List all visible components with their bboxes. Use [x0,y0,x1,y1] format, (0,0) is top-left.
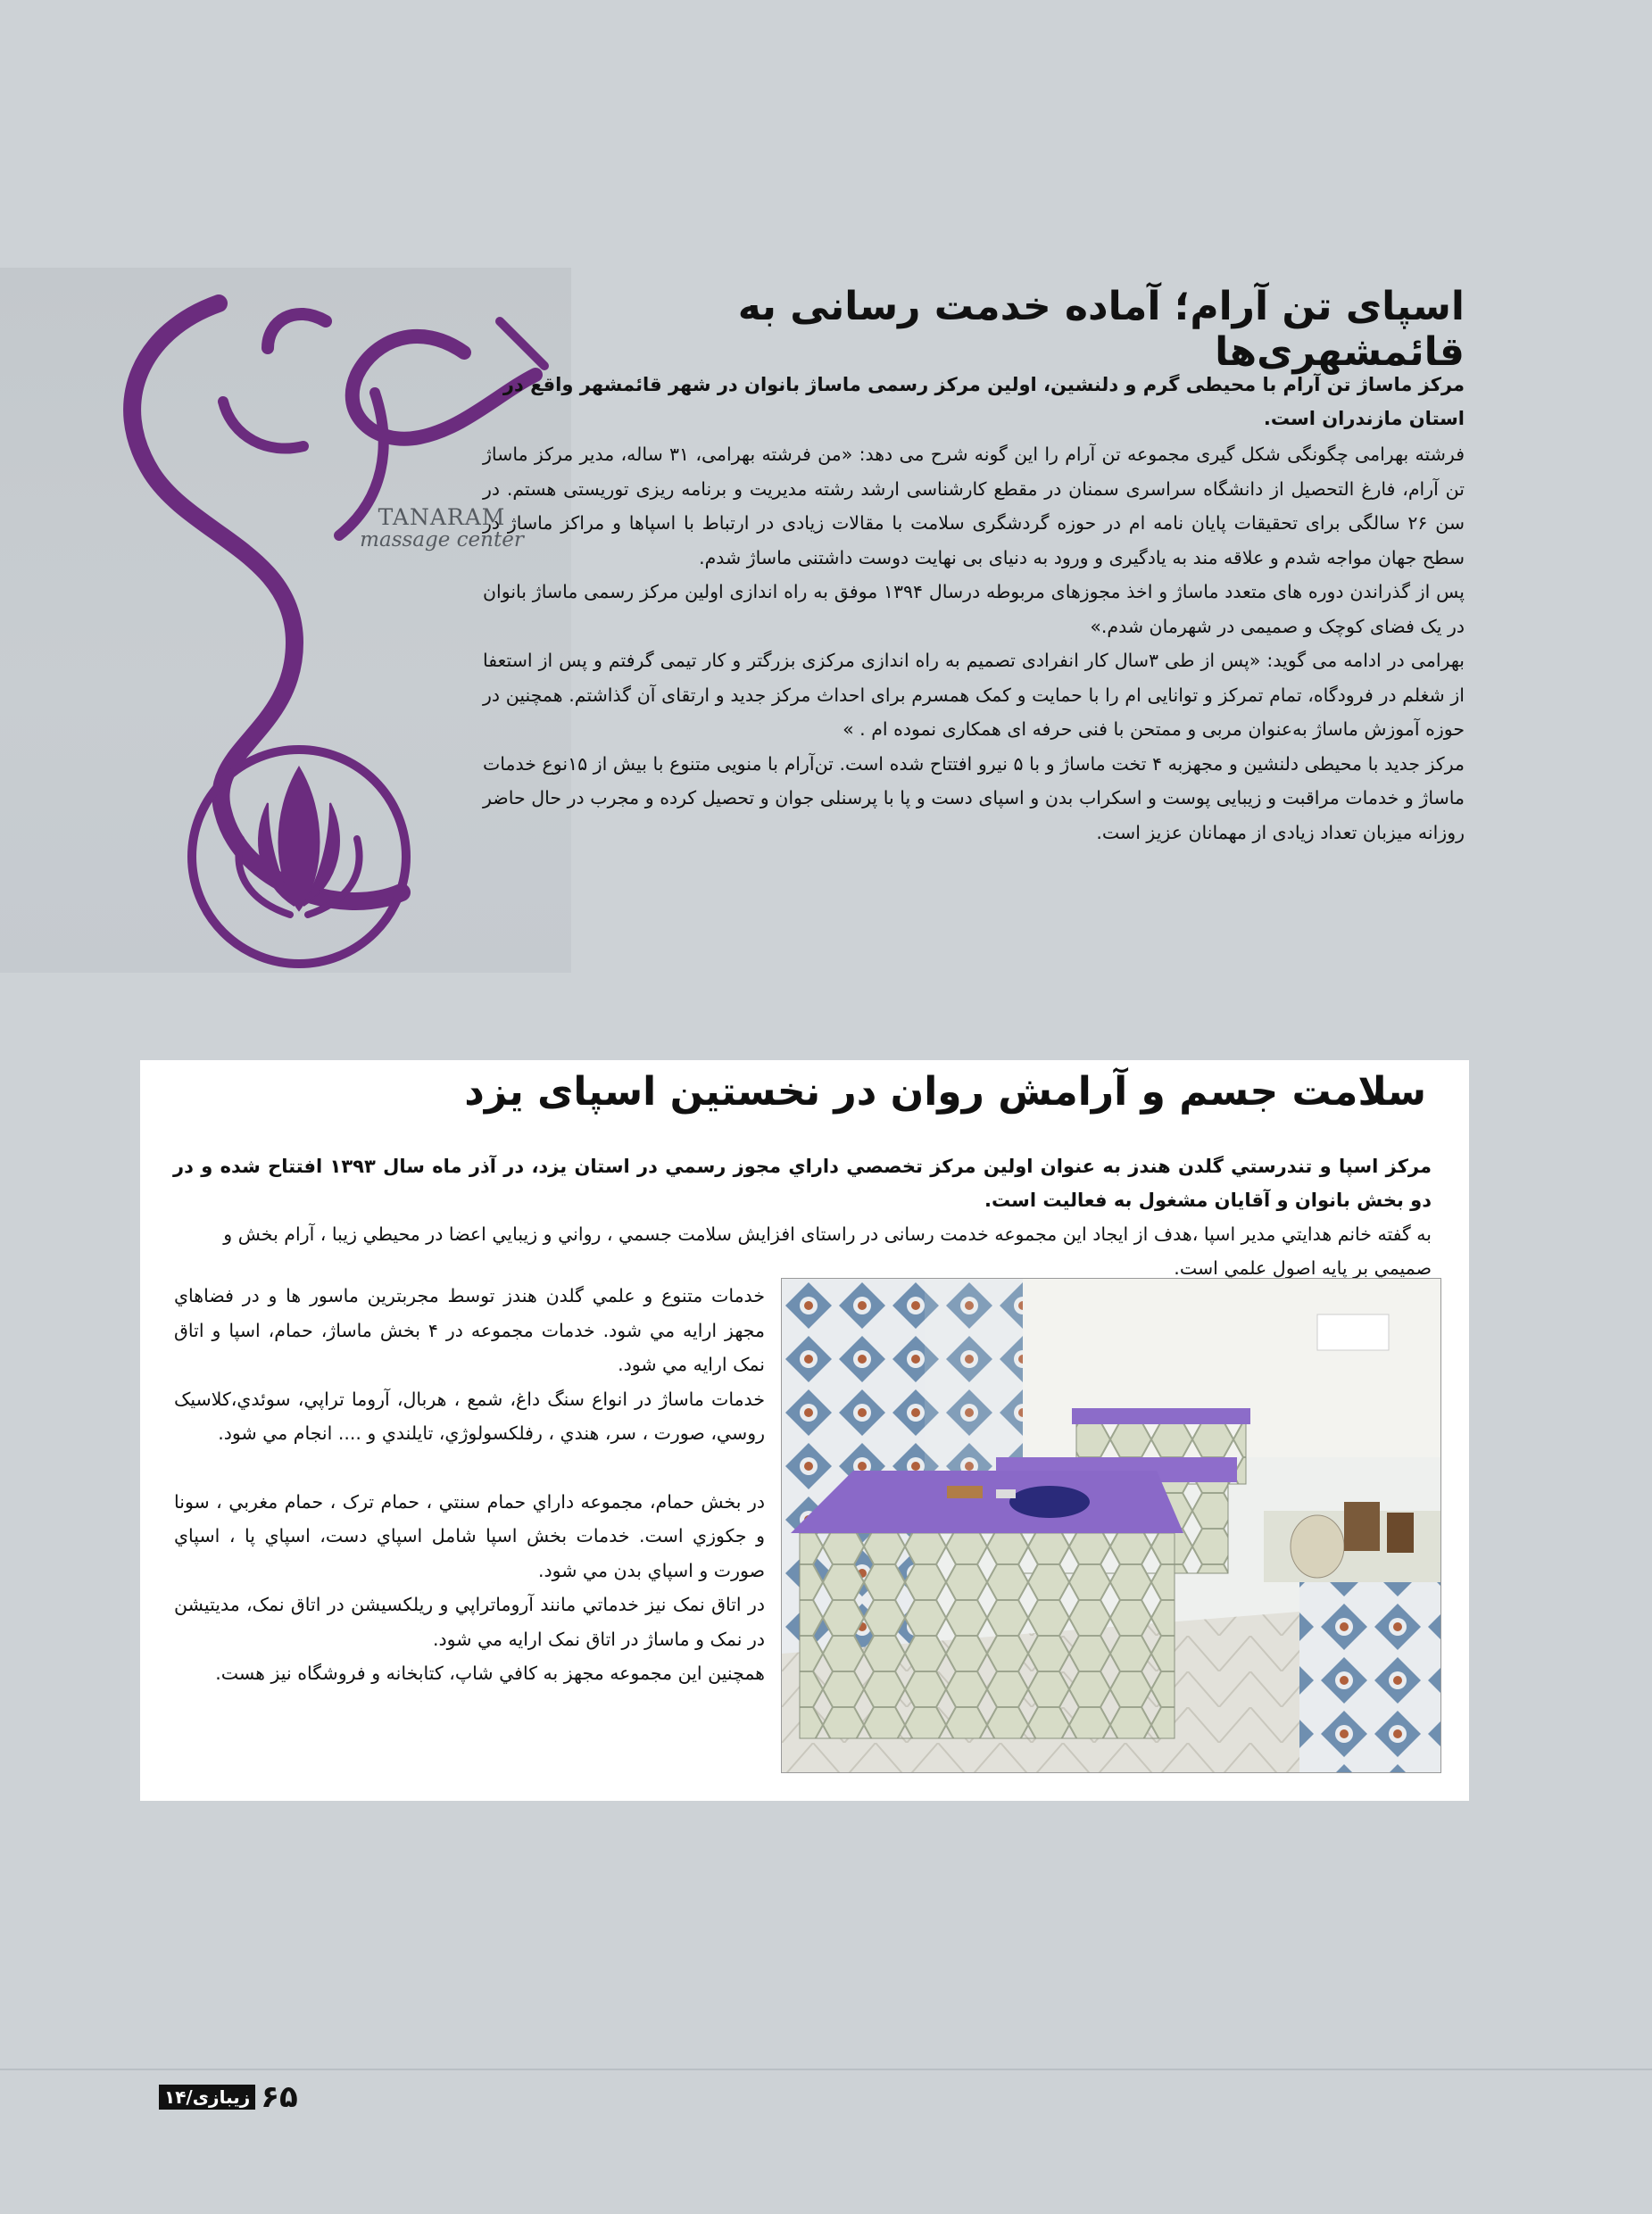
body-paragraph: خدمات متنوع و علمي گلدن هندز توسط مجربترين ماسور ها و در فضاهاي مجهز ارايه مي شود. خدمات مجموعه در ۴ بخش ماساژ، حمام، اسپا و اتاق نمک ارايه مي شود. [174,1285,765,1375]
article-title: اسپای تن آرام؛ آماده خدمت رسانی به قائمشهری‌ها [737,284,1465,375]
spa-room-illustration [782,1279,1441,1773]
body-paragraph: فرشته بهرامی چگونگی شکل گیری مجموعه تن آرام را این گونه شرح می دهد: «من فرشته بهرامی، ۳۱ ساله، مدیر مرکز ماساژ تن آرام، فارغ التحصیل از دانشگاه سراسری سمنان در مقطع کارشناسی ارشد رشته مدیریت و برنامه ریزی توریستی هستم. در سن ۲۶ سالگی برای تحقیقات پایان نامه ام در حوزه گردشگری سلامت با مقالات زیادی در ارتباط با اسپاها و مراکز ماساژ در سطح جهان مواجه شدم و علاقه مند به یادگیری و ورود به دنیای بی نهایت دوست داشتنی ماساژ شدم. [483,444,1465,568]
article-golden-hands [140,1060,1469,1801]
article-intro: به گفته خانم هدايتي مدير اسپا ،هدف از ايجاد اين مجموعه خدمت رسانی در راستای افزايش سلامت جسمي ، رواني و زيبايي اعضا در محيطي زيبا ، آرام بخش و صميمي بر پايه اصول علمي است. [223,1223,1432,1279]
body-paragraph: پس از گذراندن دوره های متعدد ماساژ و اخذ مجوزهای مربوطه درسال ۱۳۹۴ موفق به راه اندازی اولین مرکز رسمی ماساژ بانوان در یک فضای کوچک و صمیمی در شهرمان شدم.» [483,581,1465,637]
article-lead: مرکز ماساژ تن آرام با محیطی گرم و دلنشین، اولین مرکز رسمی ماساژ بانوان در شهر قائمشهر واقع در استان مازندران است. [502,374,1465,429]
page-number: ۶۵ [261,2079,298,2115]
body-paragraph: همچنين اين مجموعه مجهز به کافي شاپ، کتابخانه و فروشگاه نيز هست. [215,1663,765,1684]
body-paragraph: بهرامی در ادامه می گوید: «پس از طی ۳سال کار انفرادی تصمیم به راه اندازی مرکزی بزرگتر و کار تیمی گرفتم و پس از استعفا از شغلم در فرودگاه، تمام تمرکز و توانایی ام را با حمایت و کمک همسرم برای احداث مرکز جدید و ارتقای آن گذاشتم. همچنین در حوزه آموزش ماساژ به‌عنوان مربی و ممتحن با فنی حرفه ای همکاری نموده ام . » [483,650,1465,740]
article-column [174,1279,765,1691]
paragraph-gap [174,1451,765,1485]
page-folio [159,2079,298,2115]
article-lead: مرکز اسپا و تندرستي گلدن هندز به عنوان اولين مرکز تخصصي داراي مجوز رسمي در استان يزد، در آذر ماه سال ۱۳۹۳ افتتاح شده و در دو بخش بانوان و آقايان مشغول به فعاليت است. [173,1156,1432,1211]
body-paragraph: خدمات ماساژ در انواع سنگ داغ، شمع ، هربال، آروما تراپي، سوئدي،کلاسيک روسي، صورت ، سر، هندي ، رفلکسولوژي، تايلندي و .... انجام مي شود. [174,1388,765,1444]
article-title: سلامت جسم و آرامش روان در نخستین اسپای یزد [464,1069,1426,1115]
article-tanaram [0,268,1652,973]
body-paragraph: مرکز جدید با محیطی دلنشین و مجهزبه ۴ تخت ماساژ و با ۵ نیرو افتتاح شده است. تن‌آرام با منویی متنوع با بیش از ۱۵نوع خدمات ماساژ و خدمات مراقبت و زیبایی پوست و اسکراب بدن و اسپای دست و پا با پرسنلی جوان و تحصیل کرده و مجرب در حال حاضر روزانه میزبان تعداد زیادی از مهمانان عزیز است. [483,752,1465,843]
spa-photo [781,1278,1441,1773]
logo-brand: TANARAM [378,504,506,530]
body-paragraph: در بخش حمام، مجموعه داراي حمام سنتي ، حمام ترک ، حمام مغربي ، سونا و جکوزي است. خدمات بخش اسپا شامل اسپاي دست، اسپاي پا ، اسپاي صورت و اسپاي بدن مي شود. [174,1490,765,1581]
magazine-issue: زیبازی/۱۴ [159,2085,255,2110]
logo-subtitle: massage center [360,528,524,551]
footer-rule [0,2069,1652,2070]
body-paragraph: در اتاق نمک نيز خدماتي مانند آروماتراپي و ريلکسيشن در اتاق نمک، مديتيشن در نمک و ماساژ در اتاق نمک ارايه مي شود. [174,1594,765,1650]
article-body [483,437,1465,850]
